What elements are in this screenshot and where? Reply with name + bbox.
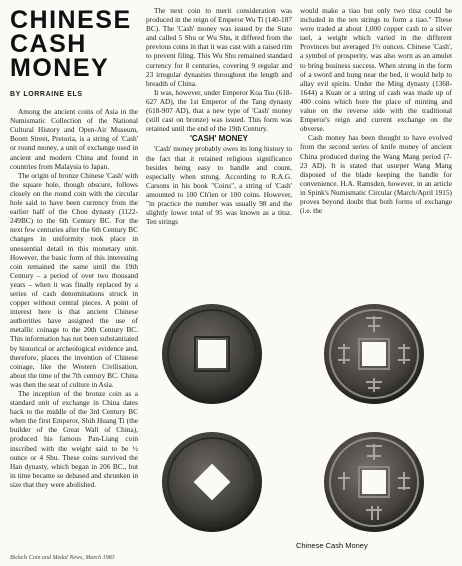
column-2	[146, 6, 292, 226]
coin-photo-bottom-left	[160, 430, 264, 534]
paragraph: The origin of bronze Chinese 'Cash' with the square hole, though obscure, follows closely on the round coin with the circular hole said to have been currency from the earlier half of the Chou dynasty (1122-249BC) to the 6th Century BC. For the next few centuries after the 6th Century BC changes in uniformity took place in unessential detail in this monetary unit. However, the basic form of this interesting coin remained the same until the 19th Century – a period of over two thousand years – when it was finally replaced by a series of cash denominations struck in copper without central pieces. A point of interest here is that ancient Chinese authorities have assigned the use of metallic coinage to the 20th Century BC. This information has not been substantiated by historical or archeological evidence and, therefore, places the invention of Chinese coinage, like the Western Civilisation, about the time of the 7th century BC. China was then the seat of culture in Asia.	[10, 170, 138, 389]
paragraph: The next coin to merit consideration was produced in the reign of Emperor Wu Ti (140-187 BC). The 'Cash' money was issued by the State and called 5 Shu or Wu Shu, it differed from the previous coins in that it was cast with a raised rim to prevent filing. This Wu Shu remained standard currency for 8 centuries, covering 9 regular and 23 irregular dynasties throughout the length and breadth of China.	[146, 6, 292, 88]
headline-line-1: CHINESE	[10, 6, 132, 34]
byline: BY LORRAINE ELS	[10, 91, 83, 98]
headline-line-2: CASH	[10, 30, 87, 58]
column-3	[300, 6, 452, 215]
coin-photo-top-left	[160, 302, 264, 406]
photo-caption: Chinese Cash Money	[296, 541, 368, 550]
headline-line-3: MONEY	[10, 54, 110, 82]
page-footer: Bickels Coin and Medal News, March 1983	[10, 555, 115, 561]
paragraph: 'Cash' money probably owes its long history to the fact that it retained religious significance besides being easy to handle and count, especially when strung. According to R.A.G. Carsons in his book "Coins", a string of 'Cash' amounted to 100 Ch'ien or 100 coins. However, "in practice the number was usually 98 and the slightly lower total of 95 was known as a titsz. Ten strings	[146, 144, 292, 227]
coin-photo-top-right	[322, 302, 426, 406]
paragraph: Cash money has been thought to have evolved from the second series of knife money of ancient China produced during the Wang Mang period (7-23 AD). It is stated that usurper Wang Mang disposed of the blade keeping the handle for convenience. H.A. Ramsden, however, in an article in Spink's Numismatic Circular (March/April 1915) proves beyond doubt that both forms of exchange (i.e. the	[300, 133, 452, 216]
paragraph: The inception of the bronze coin as a standard unit of exchange in China dates back to the middle of the 3rd Century BC when the first Emperor, Shih Huang Ti (the builder of the Great Wall of China), produced his famous Pan-Liang coin inscribed with the weight said to be ½ ounce or 4 Shu. These coins survived the Han dynasty, which began in 206 BC., but in time became so debased and shrunken in size that they were abolished.	[10, 389, 138, 489]
column-1	[10, 6, 138, 489]
paragraph: would make a tiao but only two titsz could be included in the ten strings to form a tiao." These were traded at about 1,000 copper cash to a silver tael, a weight which varied in the different Provinces but averaged 1⅓ ounces. Chinese 'Cash', a symbol of prosperity, was also worn as an amulet to bring business success. When strung in the form of a sword and hung near the bed, it would help to allay evil spirits. Under the Ming dynasty (1368-1644) a Kuan or a string of cash was made up of 400 coins which bore the place of minting and value on the reverse side with the traditional Emperor's reign and current exchange on the obverse.	[300, 6, 452, 134]
headline	[10, 8, 138, 80]
coin-photo-bottom-right	[322, 430, 426, 534]
paragraph: It was, however, under Emperor Koa Tsu (618-627 AD), the 1st Emperor of the Tang dynasty (618-907 AD), that a new type of 'Cash' money (still cast on bronze) was issued. This form was retained until the end of the 19th Century.	[146, 87, 292, 134]
section-subhead: 'CASH' MONEY	[189, 134, 249, 144]
paragraph: Among the ancient coins of Asia in the Numismatic Collection of the National Cultural History and Open-Air Museum, Boom Street, Pretoria, is a string of 'Cash' or round money, a unit of exchange used in ancient and modern China and found in countries from Malaysia to Japan.	[10, 107, 138, 171]
